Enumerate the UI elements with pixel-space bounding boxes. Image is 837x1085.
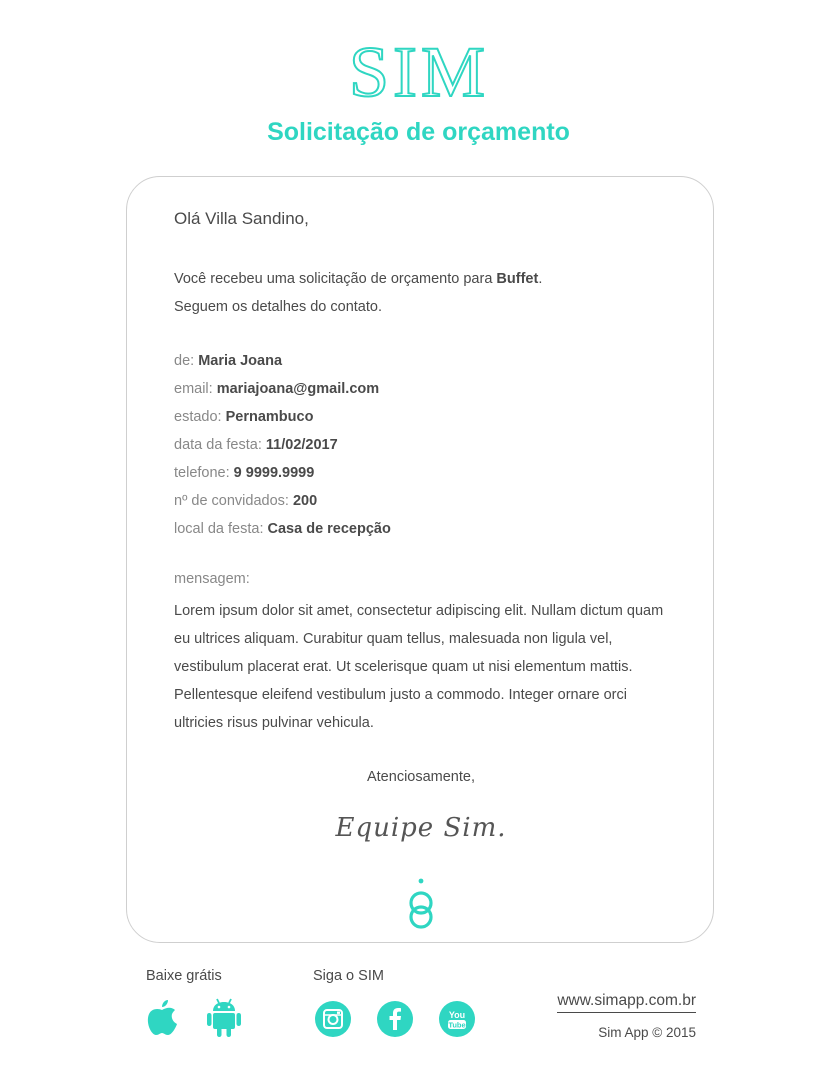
detail-row-email [174,375,391,403]
follow-label: Siga o SIM [313,968,384,984]
email-card [126,176,714,943]
intro-suffix: . [538,271,543,287]
page-title: Solicitação de orçamento [267,118,570,146]
intro-service: Buffet [496,271,539,287]
signature: Equipe Sim. [335,813,507,843]
intro-text [174,265,542,321]
detail-value: Maria Joana [198,353,283,369]
detail-value: Casa de recepção [267,521,391,537]
intro-prefix: Você recebeu uma solicitação de orçamento para [174,271,497,287]
detail-value: Pernambuco [225,409,314,425]
android-icon[interactable] [206,998,242,1038]
detail-value: mariajoana@gmail.com [216,381,380,397]
website-link[interactable]: www.simapp.com.br [557,992,696,1013]
sim-logo-mark [339,30,499,108]
detail-label: email: [174,381,213,397]
svg-text:You: You [448,1010,466,1020]
facebook-icon[interactable] [377,1001,413,1037]
message-label: mensagem: [174,571,250,587]
message-body: Lorem ipsum dolor sit amet, consectetur adipiscing elit. Nullam dictum quam eu ultrices aliquam. Curabitur quam tellus, malesuada non ligula vel, vestibulum placerat erat. Ut scelerisque quam ut nisi elementum mattis. Pellentesque eleifend vestibulum justo a commodo. Integer ornare orci ultricies risus pulvinar vehicula. [174,603,664,731]
intro-line-1 [174,265,542,293]
copyright: Sim App © 2015 [598,1025,696,1040]
detail-label: telefone: [174,465,230,481]
youtube-icon[interactable] [439,1001,475,1037]
detail-row-from [174,347,391,375]
intro-line-2: Seguem os detalhes do contato. [174,299,382,315]
detail-row-state [174,403,391,431]
closing: Atenciosamente, [366,769,475,785]
detail-label: estado: [174,409,222,425]
contact-details [174,347,391,543]
detail-row-phone [174,459,391,487]
detail-row-venue [174,515,391,543]
sim-logo-text: SIM [348,32,489,108]
detail-row-guests [174,487,391,515]
greeting: Olá Villa Sandino, [174,209,309,228]
detail-label: nº de convidados: [174,493,289,509]
detail-value: 9 9999.9999 [233,465,315,481]
svg-text:Tube: Tube [448,1020,466,1030]
download-label: Baixe grátis [146,968,222,984]
detail-label: local da festa: [174,521,264,537]
detail-value: 11/02/2017 [265,437,338,453]
instagram-icon[interactable] [315,1001,351,1037]
sim-logo [0,30,837,108]
detail-row-date [174,431,391,459]
rings-icon [405,877,437,933]
detail-label: data da festa: [174,437,262,453]
apple-icon[interactable] [146,998,178,1036]
detail-value: 200 [292,493,318,509]
detail-label: de: [174,353,195,369]
